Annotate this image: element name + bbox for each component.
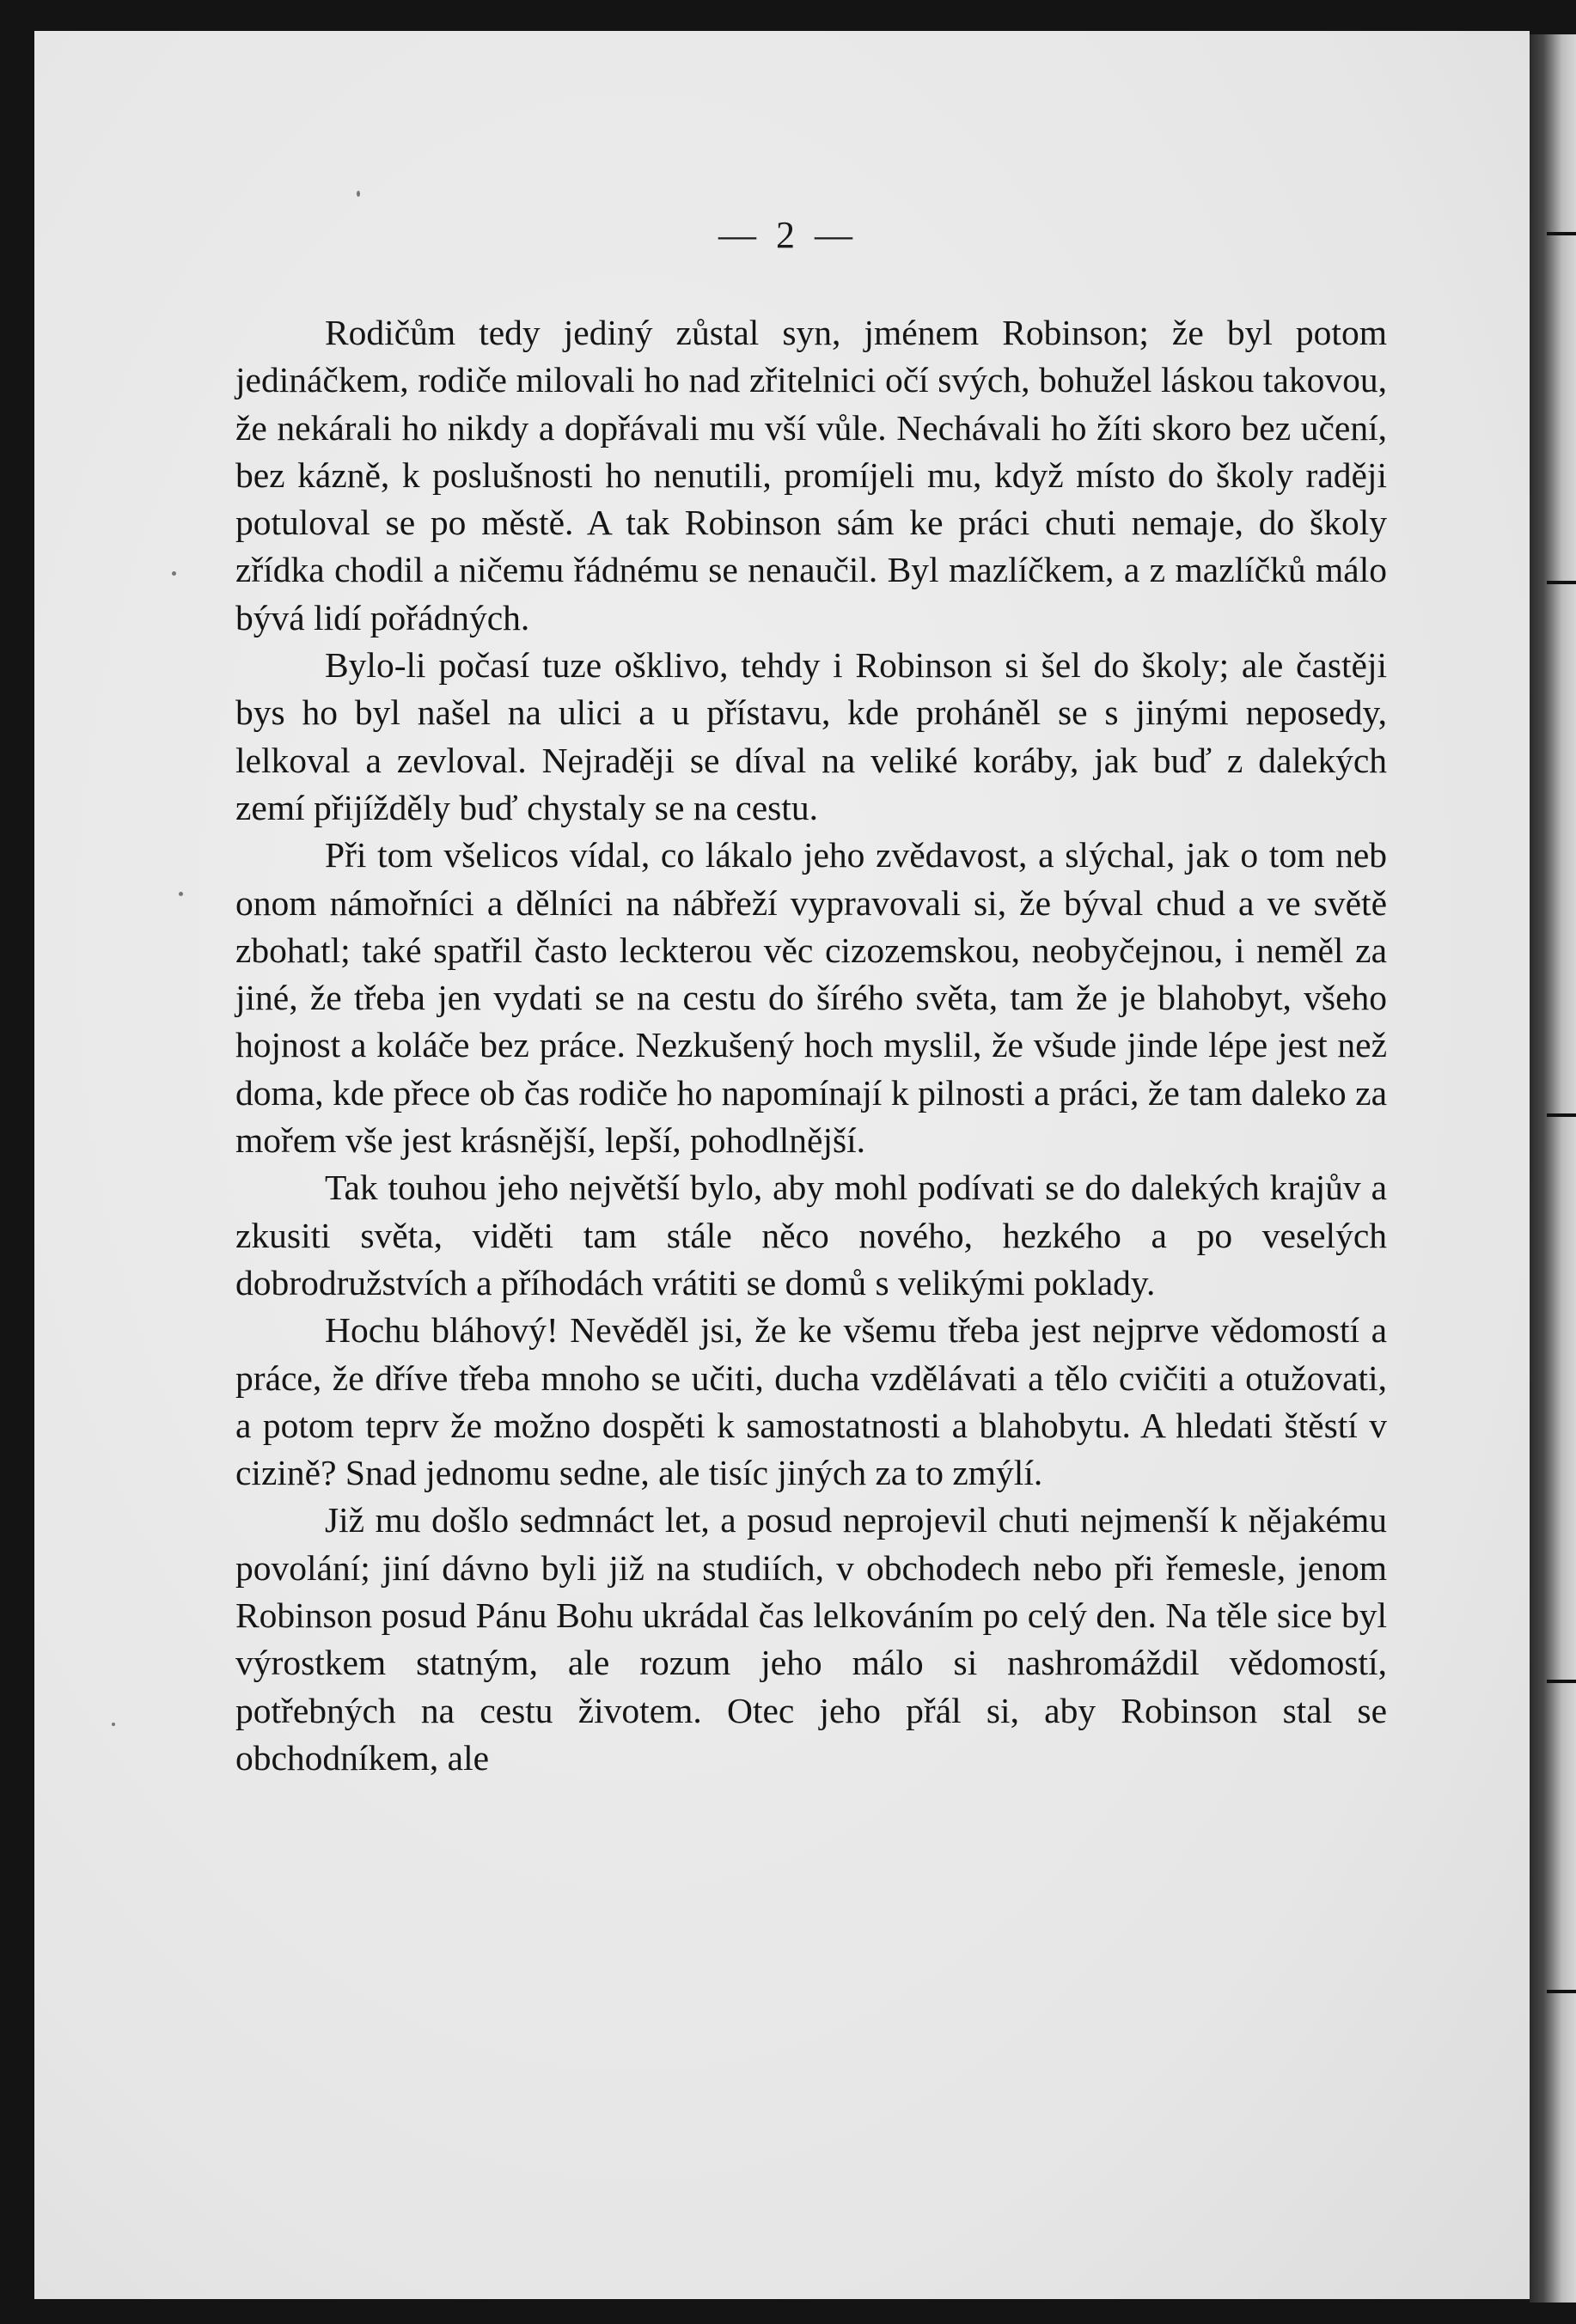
- spine-mark: [1547, 1680, 1576, 1683]
- paragraph: Při tom všelicos vídal, co lákalo jeho zvědavost, a slýchal, jak o tom neb onom námořníci a dělníci na nábřeží vypravovali si, že býval chud a ve světě zbohatl; také spatřil často leckterou věc cizozemskou, neobyčejnou, i neměl za jiné, že třeba jen vydati se na cestu do šírého světa, tam že je blahobyt, všeho hojnost a koláče bez práce. Nezkušený hoch myslil, že všude jinde lépe jest než doma, kde přece ob čas rodiče ho napomínají k pilnosti a práci, že tam daleko za mořem vše jest krásnější, lepší, pohodlnější.: [235, 835, 1387, 1161]
- paragraph: Již mu došlo sedmnáct let, a posud neprojevil chuti nejmenší k nějakému povolání; jiní dávno byli již na studiích, v obchodech nebo při řemesle, jenom Robinson posud Pánu Bohu ukrádal čas lelkováním po celý den. Na těle sice byl výrostkem statným, ale rozum jeho málo si nashromáždil vědomostí, potřebných na cestu životem. Otec jeho přál si, aby Robinson stal se obchodníkem, ale: [235, 1500, 1387, 1778]
- spine-mark: [1547, 1990, 1576, 1993]
- paper-speck: [357, 191, 360, 197]
- spine-mark: [1547, 1113, 1576, 1117]
- paragraph: Tak touhou jeho největší bylo, aby mohl podívati se do dalekých krajův a zkusiti světa, viděti tam stále něco nového, hezkého a po veselých dobrodružstvích a příhodách vrátiti se domů s velikými poklady.: [235, 1168, 1387, 1302]
- paper-speck: [172, 571, 176, 576]
- binding-edge: [1530, 34, 1576, 2303]
- paragraph: Bylo-li počasí tuze ošklivo, tehdy i Robinson si šel do školy; ale častěji bys ho byl našel na ulici a u přístavu, kde proháněl se s jinými neposedy, lelkoval a zevloval. Nejraději se díval na veliké koráby, jak buď z dalekých zemí přijížděly buď chystaly se na cestu.: [235, 645, 1387, 827]
- paragraph: Hochu bláhový! Nevěděl jsi, že ke všemu třeba jest nejprve vědomostí a práce, že dříve třeba mnoho se učiti, ducha vzdělávati a tělo cvičiti a otužovati, a potom teprv že možno dospěti k samostatnosti a blahobytu. A hledati štěstí v cizině? Snad jednomu sedne, ale tisíc jiných za to zmýlí.: [235, 1310, 1387, 1493]
- paper-speck: [112, 1723, 115, 1726]
- page-number: — 2 —: [718, 214, 858, 256]
- body-text: [235, 309, 1387, 1782]
- paragraph: Rodičům tedy jediný zůstal syn, jménem Robinson; že byl potom jedináčkem, rodiče milovali ho nad zřitelnici očí svých, bohužel láskou takovou, že nekárali ho nikdy a dopřávali mu vší vůle. Nechávali ho žíti skoro bez učení, bez kázně, k poslušnosti ho nenutili, promíjeli mu, když místo do školy raději potuloval se po městě. A tak Robinson sám ke práci chuti nemaje, do školy zřídka chodil a ničemu řádnému se nenaučil. Byl mazlíčkem, a z mazlíčků málo bývá lidí pořádných.: [235, 313, 1387, 637]
- spine-mark: [1547, 581, 1576, 584]
- paper-speck: [179, 892, 183, 896]
